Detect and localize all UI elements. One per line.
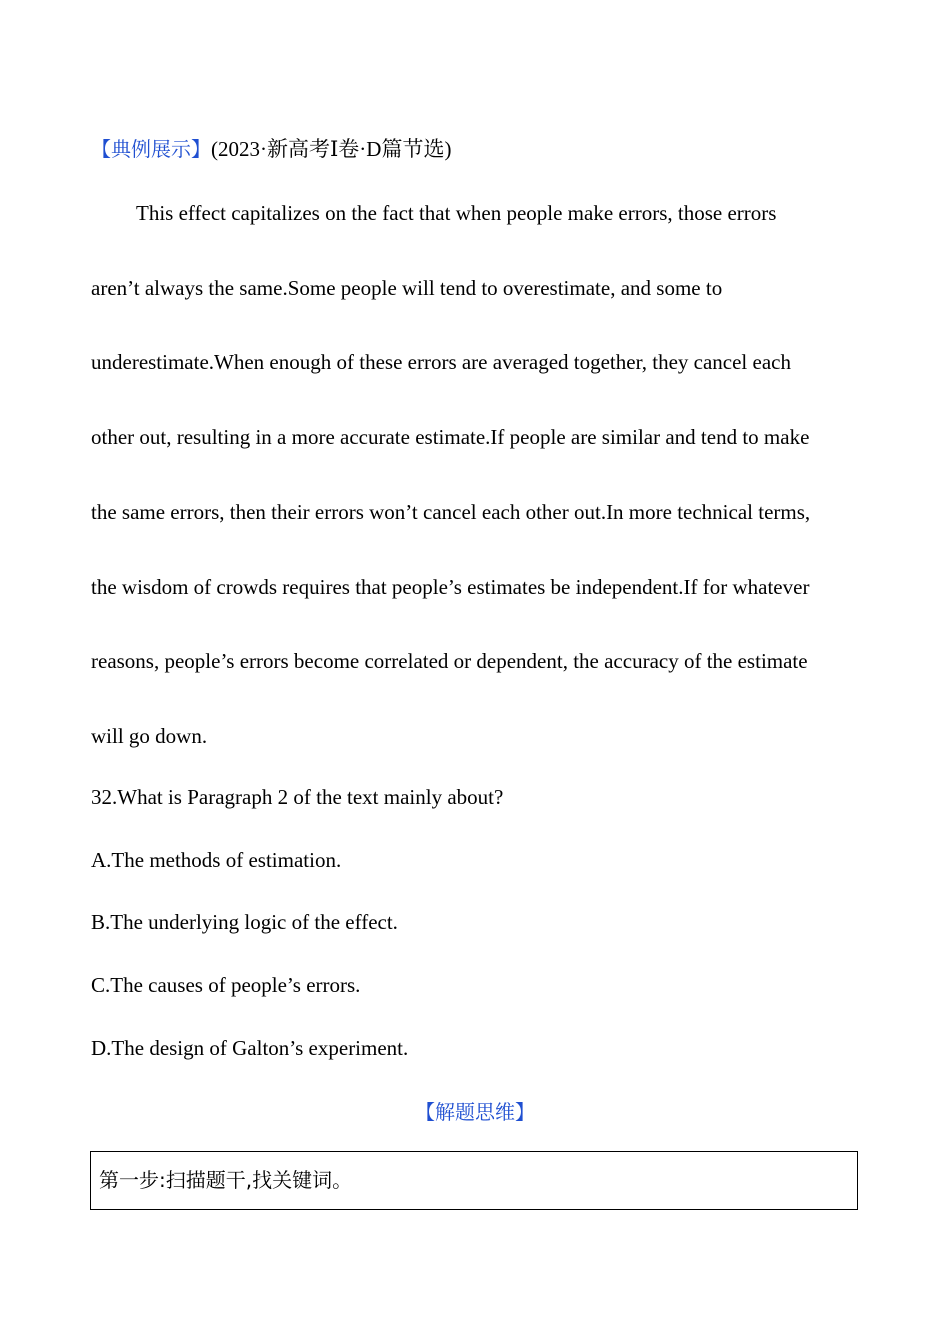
analysis-heading: 【解题思维】 xyxy=(415,1100,535,1124)
passage-line: the same errors, then their errors won’t cancel each other out.In more technical terms, xyxy=(91,499,811,524)
question-block xyxy=(91,766,861,1079)
option-d: D.The design of Galton’s experiment. xyxy=(91,1035,409,1060)
option-c: C.The causes of people’s errors. xyxy=(91,973,361,998)
option-a: A.The methods of estimation. xyxy=(91,847,342,872)
passage-line: will go down. xyxy=(91,723,208,748)
step-box xyxy=(90,1151,858,1210)
reading-passage xyxy=(91,176,861,774)
option-b: B.The underlying logic of the effect. xyxy=(91,910,398,935)
example-title: 【典例展示】 xyxy=(91,137,211,161)
passage-line: underestimate.When enough of these errors are averaged together, they cancel each xyxy=(91,350,791,375)
example-source-line xyxy=(91,133,451,165)
passage-line: reasons, people’s errors become correlated or dependent, the accuracy of the estimate xyxy=(91,649,808,674)
exam-source: (2023·新高考Ⅰ卷·D篇节选) xyxy=(211,137,452,161)
passage-line: the wisdom of crowds requires that people’s estimates be independent.If for whatever xyxy=(91,574,810,599)
step-one-text: 第一步:扫描题干,找关键词。 xyxy=(99,1168,353,1192)
passage-line: aren’t always the same.Some people will tend to overestimate, and some to xyxy=(91,275,723,300)
question-stem: 32.What is Paragraph 2 of the text mainly about? xyxy=(91,785,504,809)
passage-line: other out, resulting in a more accurate estimate.If people are similar and tend to make xyxy=(91,425,810,450)
passage-line: This effect capitalizes on the fact that when people make errors, those errors xyxy=(136,201,777,225)
